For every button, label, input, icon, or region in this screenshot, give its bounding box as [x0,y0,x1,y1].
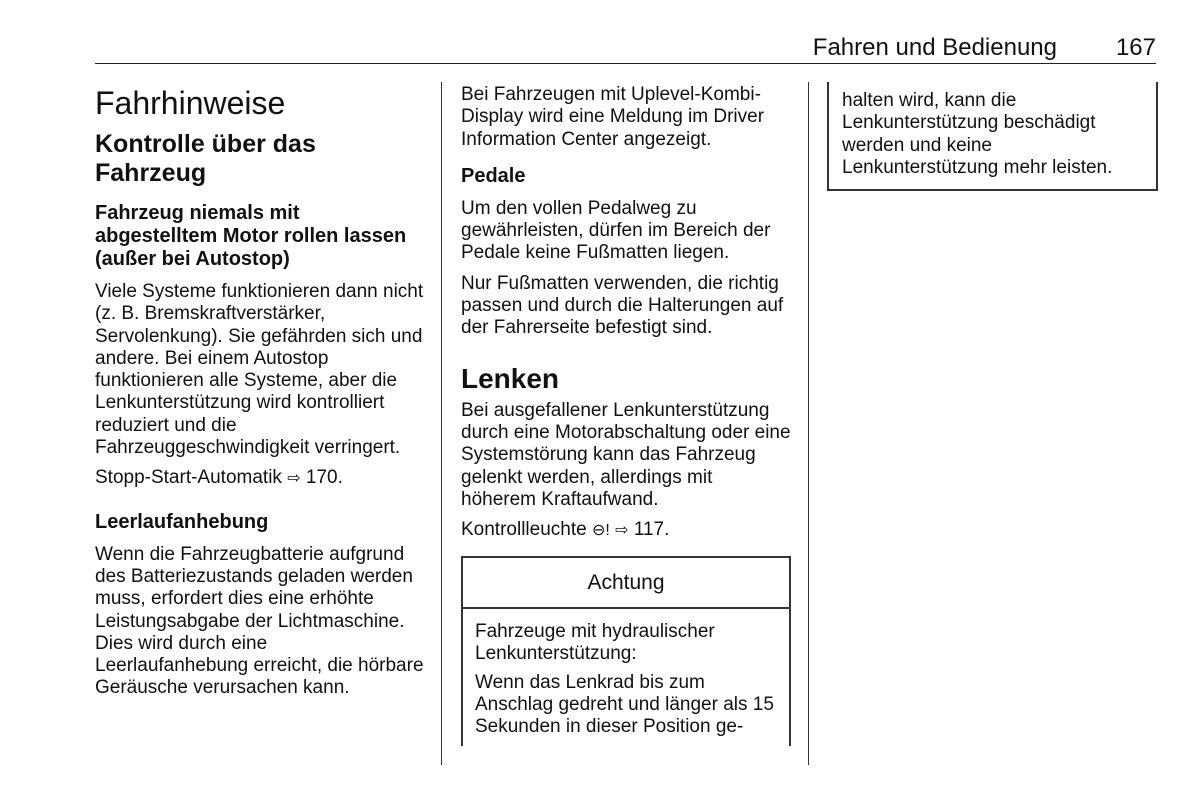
page-reference-arrow-icon: ⇨ [615,522,629,540]
page-number: 167 [1115,34,1156,61]
steering-warning-lamp-icon: ⊖! [591,522,610,540]
warning-box [461,556,791,746]
header-rule [95,63,1156,64]
reference-warning-lamp [461,519,791,542]
column-divider-right [808,82,809,765]
warning-paragraph-1: Fahrzeuge mit hydraulischer Lenkunterstützung: [475,621,715,665]
warning-body [463,609,789,738]
reference-page[interactable]: 117. [633,519,670,541]
paragraph-idle: Wenn die Fahrzeugbatterie aufgrund des Batteriezustands geladen werden muss, erfordert dies eine erhöhte Leistungsabgabe der Lichtmaschine. Dies wird durch eine Leerlaufanhebung erreicht, die hörbare Geräusche verursachen kann. [95,543,424,699]
paragraph-systems: Viele Systeme funktionieren dann nicht (z. B. Bremskraftverstärker, Servolenkung). Sie gefährden sich und andere. Bei einem Autostop funktionieren alle Systeme, aber die Lenkunterstützung wird kontrolliert reduziert und die Fahrzeuggeschwindigkeit verringert. [95,281,424,459]
warning-title: Achtung [463,558,789,609]
heading-idle: Leerlaufanhebung [95,510,269,533]
heading-pedals: Pedale [461,164,526,187]
page-reference-arrow-icon: ⇨ [287,470,301,488]
chapter-title: Fahrhinweise [95,85,286,121]
reference-label: Stopp-Start-Automatik [95,467,282,489]
warning-paragraph-2: Wenn das Lenkrad bis zum Anschlag gedreht und länger als 15 Sekunden in dieser Position ge- [475,671,774,738]
paragraph-steering: Bei ausgefallener Lenkunterstützung durch eine Motorabschaltung oder eine Systemstörung kann das Fahrzeug gelenkt werden, allerdings mit höherem Kraftaufwand. [461,399,791,510]
reference-page[interactable]: 170. [305,467,343,489]
warning-paragraph-continued: halten wird, kann die Lenkunterstützung beschädigt werden und keine Lenkunterstützung mehr leisten. [842,90,1113,178]
reference-stopp-start [95,467,425,490]
warning-box-continued [827,82,1158,191]
heading-steering: Lenken [461,362,560,394]
reference-label: Kontrollleuchte [461,519,587,541]
paragraph-pedals-1: Um den vollen Pedalweg zu gewährleisten, dürfen im Bereich der Pedale keine Fußmatten liegen. [461,197,771,264]
column-divider-left [441,82,442,765]
column-middle [461,84,791,550]
heading-rolling: Fahrzeug niemals mit abgestelltem Motor rollen lassen (außer bei Autostop) [95,202,407,270]
column-left [95,84,425,708]
section-heading-vehicle-control: Kontrolle über das Fahrzeug [95,130,316,187]
paragraph-uplevel: Bei Fahrzeugen mit Uplevel-Kombi-Display wird eine Meldung im Driver Information Center angezeigt. [461,84,765,150]
section-title: Fahren und Bedienung [812,34,1057,61]
paragraph-pedals-2: Nur Fußmatten verwenden, die richtig passen und durch die Halterungen auf der Fahrerseite befestigt sind. [461,272,784,339]
